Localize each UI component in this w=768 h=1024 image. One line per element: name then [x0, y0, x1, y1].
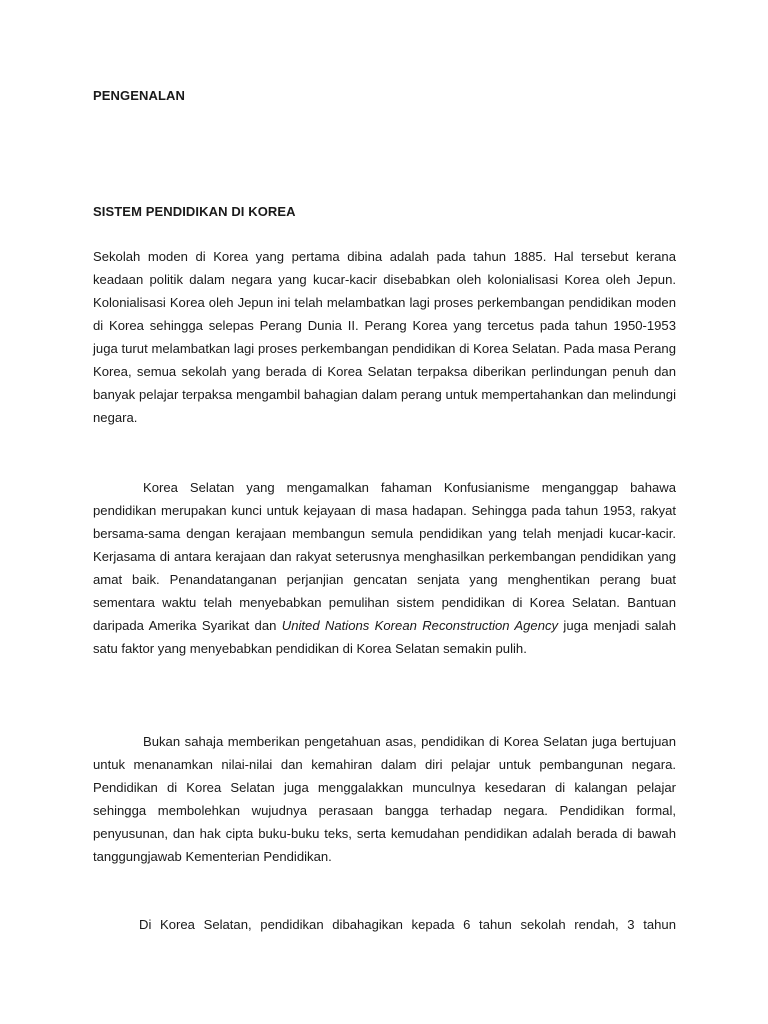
heading-sistem-pendidikan: SISTEM PENDIDIKAN DI KOREA [93, 204, 296, 219]
paragraph-2 [93, 476, 676, 660]
paragraph-2-text-before: Korea Selatan yang mengamalkan fahaman Konfusianisme menganggap bahawa pendidikan merupakan kunci untuk kejayaan di masa hadapan. Sehingga pada tahun 1953, rakyat bersama-sama dengan kerajaan membangun semula pendidikan yang telah menjadi kucar-kacir. Kerjasama di antara kerajaan dan rakyat seterusnya menghasilkan perkembangan pendidikan yang amat baik. Penandatanganan perjanjian gencatan senjata yang menghentikan perang buat sementara waktu telah menyebabkan pemulihan sistem pendidikan di Korea Selatan. Bantuan daripada Amerika Syarikat dan [93, 480, 676, 633]
heading-pengenalan: PENGENALAN [93, 88, 186, 103]
paragraph-4: Di Korea Selatan, pendidikan dibahagikan kepada 6 tahun sekolah rendah, 3 tahun [139, 917, 676, 932]
paragraph-3: Bukan sahaja memberikan pengetahuan asas, pendidikan di Korea Selatan juga bertujuan untuk menanamkan nilai-nilai dan kemahiran dalam diri pelajar untuk pembangunan negara. Pendidikan di Korea Selatan juga menggalakkan munculnya kesedaran di kalangan pelajar sehingga membolehkan wujudnya perasaan bangga terhadap negara. Pendidikan formal, penyusunan, dan hak cipta buku-buku teks, serta kemudahan pendidikan adalah berada di bawah tanggungjawab Kementerian Pendidikan. [93, 734, 676, 864]
paragraph-2-text-after: juga menjadi salah satu faktor yang menyebabkan pendidikan di Korea Selatan semakin pulih. [93, 618, 676, 656]
paragraph-1: Sekolah moden di Korea yang pertama dibina adalah pada tahun 1885. Hal tersebut kerana keadaan politik dalam negara yang kucar-kacir disebabkan oleh kolonialisasi Korea oleh Jepun. Kolonialisasi Korea oleh Jepun ini telah melambatkan lagi proses perkembangan pendidikan moden di Korea sehingga selepas Perang Dunia II. Perang Korea yang tercetus pada tahun 1950-1953 juga turut melambatkan lagi proses perkembangan pendidikan di Korea Selatan. Pada masa Perang Korea, semua sekolah yang berada di Korea Selatan terpaksa diberikan perlindungan penuh dan banyak pelajar terpaksa mengambil bahagian dalam perang untuk mempertahankan dan melindungi negara. [93, 249, 676, 425]
paragraph-2-italic-agency: United Nations Korean Reconstruction Agency [281, 618, 559, 633]
